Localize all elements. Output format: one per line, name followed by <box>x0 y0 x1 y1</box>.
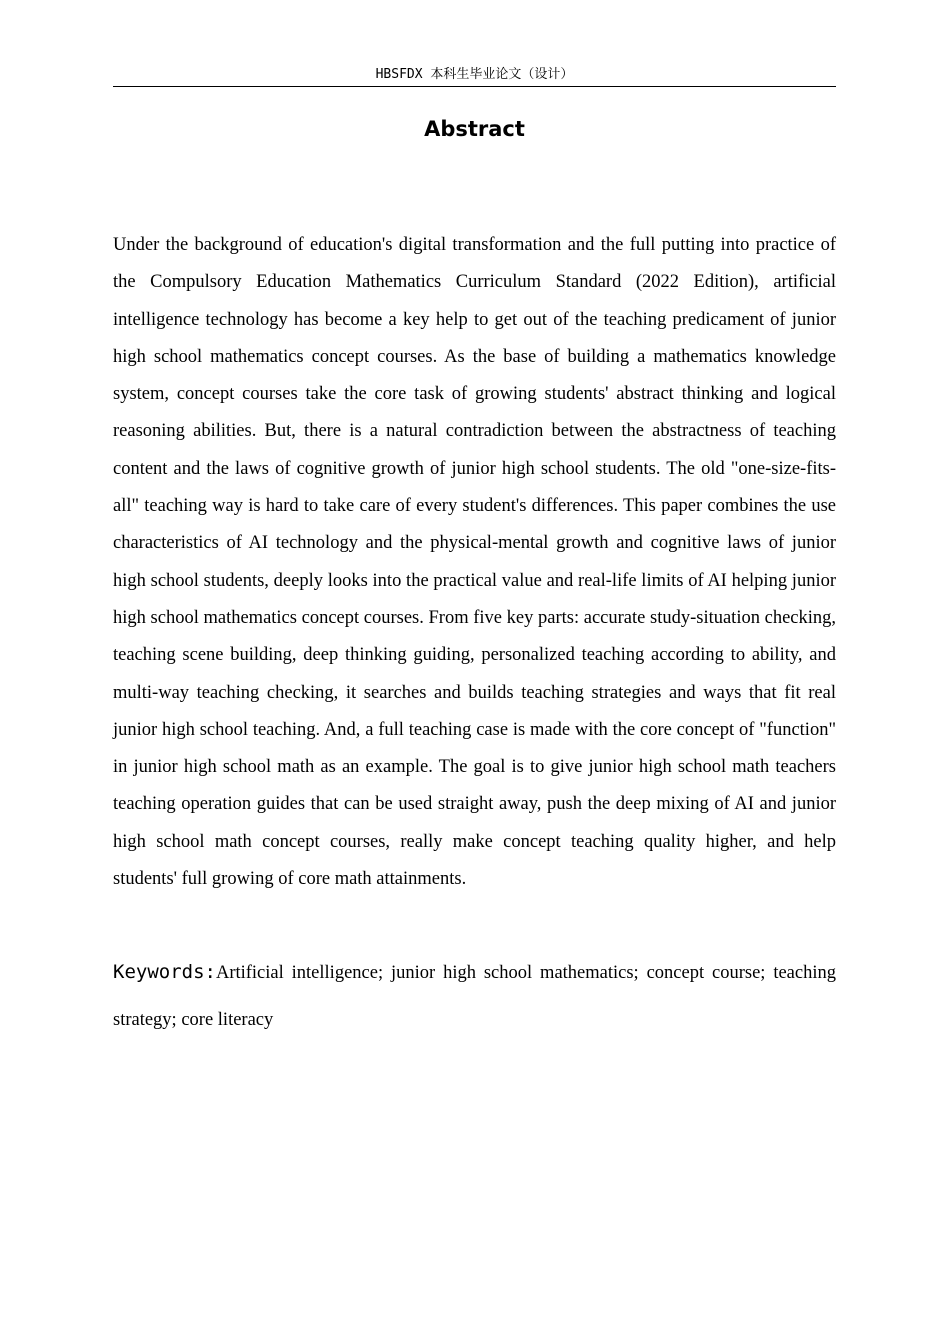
abstract-body: Under the background of education's digital transformation and the full putting into practice of the Compulsory Education Mathematics Curriculum Standard (2022 Edition), artificial intelligence technology has become a key help to get out of the teaching predicament of junior high school mathematics concept courses. As the base of building a mathematics knowledge system, concept courses take the core task of growing students' abstract thinking and logical reasoning abilities. But, there is a natural contradiction between the abstractness of teaching content and the laws of cognitive growth of junior high school students. The old "one-size-fits-all" teaching way is hard to take care of every student's differences. This paper combines the use characteristics of AI technology and the physical-mental growth and cognitive laws of junior high school students, deeply looks into the practical value and real-life limits of AI helping junior high school mathematics concept courses. From five key parts: accurate study-situation checking, teaching scene building, deep thinking guiding, personalized teaching according to ability, and multi-way teaching checking, it searches and builds teaching strategies and ways that fit real junior high school teaching. And, a full teaching case is made with the core concept of "function" in junior high school math as an example. The goal is to give junior high school math teachers teaching operation guides that can be used straight away, push the deep mixing of AI and junior high school math concept courses, really make concept teaching quality higher, and help students' full growing of core math attainments. <box>113 235 836 890</box>
abstract-title: Abstract <box>424 117 525 141</box>
page-header <box>113 66 836 87</box>
keywords-text: Artificial intelligence; junior high school mathematics; concept course; teaching strategy; core literacy <box>113 963 836 1030</box>
keywords-label: Keywords: <box>113 961 216 983</box>
running-title: HBSFDX 本科生毕业论文（设计） <box>375 67 574 82</box>
keywords-line <box>113 949 836 1044</box>
